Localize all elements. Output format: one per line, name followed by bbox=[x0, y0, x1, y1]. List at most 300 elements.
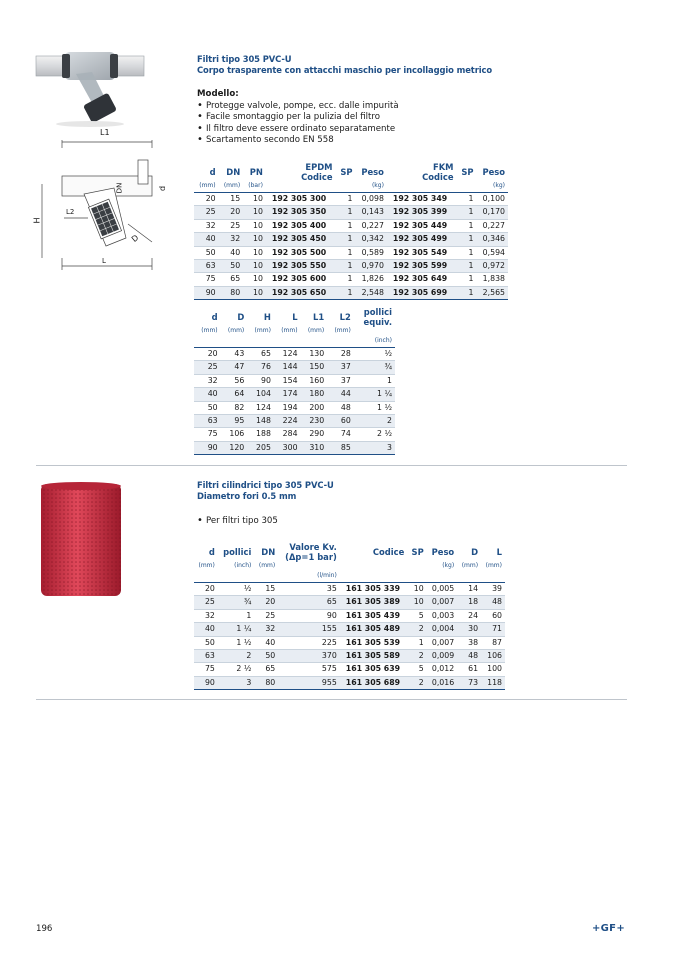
table-cell: ¾ bbox=[354, 361, 395, 374]
table-cell: 5 bbox=[407, 663, 426, 676]
col-header-kv-line2: (Δp=1 bar) bbox=[285, 552, 337, 562]
table-cell: 1 bbox=[336, 219, 356, 232]
unit-cell: (mm) bbox=[201, 327, 218, 334]
table-cell: 192 305 449 bbox=[387, 219, 457, 232]
unit-cell bbox=[340, 572, 408, 583]
unit-cell bbox=[194, 337, 221, 348]
table-cell: 1 ½ bbox=[218, 636, 255, 649]
table-cell: 120 bbox=[221, 441, 248, 454]
table-cell: 1 bbox=[336, 273, 356, 286]
unit-cell: (mm) bbox=[227, 327, 245, 334]
table-cell: 60 bbox=[327, 415, 354, 428]
table-cell: 40 bbox=[194, 233, 219, 246]
table-cell: 37 bbox=[327, 374, 354, 387]
unit-cell: (mm) bbox=[334, 327, 351, 334]
dim-label-d: d bbox=[158, 185, 168, 192]
table-cell: 192 305 349 bbox=[387, 193, 457, 206]
table-cell: 90 bbox=[194, 286, 219, 299]
unit-cell bbox=[254, 572, 278, 583]
col-header-epdm-line1: EPDM bbox=[305, 162, 333, 172]
table-cell: 192 305 650 bbox=[266, 286, 336, 299]
unit-cell bbox=[274, 337, 301, 348]
unit-cell bbox=[247, 337, 274, 348]
table-cell: 38 bbox=[457, 636, 481, 649]
unit-cell bbox=[427, 572, 457, 583]
table-cell: 25 bbox=[194, 361, 221, 374]
section1-title bbox=[197, 54, 492, 76]
table-cell: 25 bbox=[194, 596, 218, 609]
unit-cell bbox=[407, 562, 426, 572]
table-cell: 32 bbox=[219, 233, 244, 246]
unit-cell: (mm) bbox=[219, 182, 244, 193]
table-cell: 161 305 689 bbox=[340, 676, 408, 689]
table-cell: 205 bbox=[247, 441, 274, 454]
table-cell: ½ bbox=[354, 348, 395, 361]
table-cell: 1 bbox=[354, 374, 395, 387]
col-header-l2: L2 bbox=[339, 312, 351, 322]
col-header-fkm bbox=[387, 162, 457, 182]
col-header-fkm-line1: FKM bbox=[432, 162, 454, 172]
col-header-pollici-line1: pollici bbox=[363, 307, 392, 317]
unit-cell bbox=[278, 562, 340, 572]
table-cell: 2 bbox=[407, 623, 426, 636]
table-cell: 124 bbox=[274, 348, 301, 361]
unit-cell bbox=[218, 572, 255, 583]
table-cell: 2 bbox=[407, 676, 426, 689]
table-cell: 32 bbox=[194, 374, 221, 387]
bullet-item: • Facile smontaggio per la pulizia del filtro bbox=[197, 112, 399, 123]
table-row bbox=[194, 374, 395, 387]
unit-cell bbox=[221, 337, 248, 348]
col-header-l: L bbox=[292, 312, 298, 322]
valve-codes-table bbox=[194, 162, 508, 300]
dim-label-D: D bbox=[129, 233, 141, 244]
unit-cell: (mm) bbox=[307, 327, 325, 334]
dim-label-h: H bbox=[32, 217, 42, 224]
table-cell: 40 bbox=[254, 636, 278, 649]
table-cell: 192 305 300 bbox=[266, 193, 336, 206]
table-cell: 192 305 450 bbox=[266, 233, 336, 246]
unit-cell bbox=[457, 572, 481, 583]
model-label: Modello: bbox=[197, 89, 239, 99]
unit-cell bbox=[354, 327, 395, 337]
table-cell: 14 bbox=[457, 583, 481, 596]
table-row bbox=[194, 441, 395, 454]
table-cell: 1 bbox=[457, 286, 477, 299]
table-cell: 2 ½ bbox=[218, 663, 255, 676]
table-cell: 10 bbox=[243, 206, 266, 219]
valve-photo bbox=[34, 46, 146, 128]
table-row bbox=[194, 428, 395, 441]
unit-cell bbox=[481, 572, 505, 583]
unit-cell: (kg) bbox=[442, 562, 455, 569]
col-header-peso: Peso bbox=[361, 167, 384, 177]
bullet-item: • Protegge valvole, pompe, ecc. dalle impurità bbox=[197, 101, 399, 112]
table-cell: 20 bbox=[194, 193, 219, 206]
table-cell: 75 bbox=[194, 428, 221, 441]
table-cell: 1 ¼ bbox=[354, 388, 395, 401]
col-header-h: H bbox=[263, 312, 271, 322]
table-cell: 100 bbox=[481, 663, 505, 676]
table-cell: 48 bbox=[327, 401, 354, 414]
valve-codes-table-body bbox=[194, 193, 508, 300]
table-cell: 76 bbox=[247, 361, 274, 374]
unit-cell: (kg) bbox=[356, 182, 387, 193]
table-cell: 1 bbox=[336, 286, 356, 299]
table-cell: 47 bbox=[221, 361, 248, 374]
table-cell: 192 305 550 bbox=[266, 260, 336, 273]
table-row bbox=[194, 609, 505, 622]
col-header-sp: SP bbox=[411, 547, 424, 557]
table-cell: 160 bbox=[301, 374, 328, 387]
table-cell: 40 bbox=[194, 388, 221, 401]
filter-cylinder-photo bbox=[38, 480, 124, 600]
table-cell: 0,170 bbox=[477, 206, 509, 219]
table-cell: 192 305 599 bbox=[387, 260, 457, 273]
table-row bbox=[194, 636, 505, 649]
bullet-item: • Il filtro deve essere ordinato separatamente bbox=[197, 124, 399, 135]
col-header-l: L bbox=[496, 547, 502, 557]
table-cell: 90 bbox=[194, 441, 221, 454]
unit-cell: (kg) bbox=[477, 182, 509, 193]
table-cell: 0,589 bbox=[356, 246, 387, 259]
gf-logo: +GF+ bbox=[592, 923, 625, 934]
table-row bbox=[194, 650, 505, 663]
table-cell: 82 bbox=[221, 401, 248, 414]
table-cell: 144 bbox=[274, 361, 301, 374]
table-cell: 161 305 439 bbox=[340, 609, 408, 622]
table-cell: 65 bbox=[219, 273, 244, 286]
table-cell: 63 bbox=[194, 650, 218, 663]
table-row bbox=[194, 388, 395, 401]
col-header-kv-line1: Valore Kv. bbox=[289, 542, 337, 552]
col-header-D: D bbox=[237, 312, 245, 322]
table-cell: 0,143 bbox=[356, 206, 387, 219]
section2-title-line2: Diametro fori 0.5 mm bbox=[197, 491, 297, 501]
table-cell: 1 ½ bbox=[354, 401, 395, 414]
table-cell: 3 bbox=[354, 441, 395, 454]
technical-drawing bbox=[32, 128, 168, 273]
col-header-l1: L1 bbox=[313, 312, 325, 322]
col-header-D: D bbox=[471, 547, 479, 557]
table-cell: 290 bbox=[301, 428, 328, 441]
unit-cell bbox=[340, 562, 408, 572]
unit-cell bbox=[327, 337, 354, 348]
table-cell: 28 bbox=[327, 348, 354, 361]
table-cell: 5 bbox=[407, 609, 426, 622]
table-cell: 104 bbox=[247, 388, 274, 401]
table-cell: 0,342 bbox=[356, 233, 387, 246]
section1-bullets bbox=[197, 101, 399, 147]
table-row bbox=[194, 246, 508, 259]
table-cell: 50 bbox=[194, 636, 218, 649]
col-header-sp2: SP bbox=[461, 167, 474, 177]
col-header-pn: PN bbox=[249, 167, 263, 177]
table-row bbox=[194, 273, 508, 286]
dim-label-dn: DN bbox=[115, 182, 124, 194]
table-cell: 10 bbox=[243, 246, 266, 259]
table-cell: 161 305 389 bbox=[340, 596, 408, 609]
table-cell: 2,565 bbox=[477, 286, 509, 299]
table-cell: 124 bbox=[247, 401, 274, 414]
table-cell: 230 bbox=[301, 415, 328, 428]
table-cell: 0,003 bbox=[427, 609, 457, 622]
unit-cell: (bar) bbox=[243, 182, 266, 193]
table-cell: 48 bbox=[457, 650, 481, 663]
table-cell: 161 305 539 bbox=[340, 636, 408, 649]
table-cell: 95 bbox=[221, 415, 248, 428]
unit-cell bbox=[387, 182, 457, 193]
table-cell: 1 bbox=[218, 609, 255, 622]
table-cell: 310 bbox=[301, 441, 328, 454]
table-cell: 10 bbox=[243, 286, 266, 299]
filter-cylinder-table bbox=[194, 542, 505, 690]
unit-cell bbox=[266, 182, 336, 193]
table-cell: 44 bbox=[327, 388, 354, 401]
unit-cell: (inch) bbox=[234, 562, 252, 569]
unit-cell: (mm) bbox=[281, 327, 298, 334]
table-cell: 192 305 500 bbox=[266, 246, 336, 259]
table-cell: 188 bbox=[247, 428, 274, 441]
table-cell: 150 bbox=[301, 361, 328, 374]
section1-title-line1: Filtri tipo 305 PVC-U bbox=[197, 54, 292, 64]
table-cell: 1 bbox=[457, 233, 477, 246]
table-cell: 25 bbox=[194, 206, 219, 219]
unit-cell: (mm) bbox=[194, 182, 219, 193]
table-cell: 15 bbox=[219, 193, 244, 206]
unit-cell: (mm) bbox=[461, 562, 479, 569]
table-cell: 192 305 699 bbox=[387, 286, 457, 299]
table-cell: 284 bbox=[274, 428, 301, 441]
table-cell: 575 bbox=[278, 663, 340, 676]
dim-label-l: L bbox=[102, 257, 106, 265]
table-cell: 0,346 bbox=[477, 233, 509, 246]
section2-title bbox=[197, 480, 334, 502]
table-cell: 0,972 bbox=[477, 260, 509, 273]
unit-cell: (mm) bbox=[258, 562, 276, 569]
table-cell: 194 bbox=[274, 401, 301, 414]
table-row bbox=[194, 206, 508, 219]
table-cell: 63 bbox=[194, 415, 221, 428]
table-cell: 40 bbox=[194, 623, 218, 636]
table-cell: 60 bbox=[481, 609, 505, 622]
table-cell: 1 bbox=[457, 260, 477, 273]
table-row bbox=[194, 219, 508, 232]
table-cell: 106 bbox=[481, 650, 505, 663]
table-cell: 10 bbox=[243, 219, 266, 232]
table-cell: 85 bbox=[327, 441, 354, 454]
table-cell: 64 bbox=[221, 388, 248, 401]
table-cell: 20 bbox=[219, 206, 244, 219]
table-cell: 192 305 399 bbox=[387, 206, 457, 219]
table-cell: 75 bbox=[194, 273, 219, 286]
table-cell: 24 bbox=[457, 609, 481, 622]
table-cell: 0,004 bbox=[427, 623, 457, 636]
table-cell: 1 bbox=[336, 246, 356, 259]
table-cell: 154 bbox=[274, 374, 301, 387]
unit-cell bbox=[407, 572, 426, 583]
table-cell: 2 ½ bbox=[354, 428, 395, 441]
table-cell: 10 bbox=[243, 273, 266, 286]
table-cell: 43 bbox=[221, 348, 248, 361]
table-cell: 1 bbox=[407, 636, 426, 649]
table-cell: 90 bbox=[247, 374, 274, 387]
table-cell: 955 bbox=[278, 676, 340, 689]
col-header-peso: Peso bbox=[431, 547, 455, 557]
table-cell: 1 ¼ bbox=[218, 623, 255, 636]
table-cell: 0,100 bbox=[477, 193, 509, 206]
table-cell: 225 bbox=[278, 636, 340, 649]
table-cell: 63 bbox=[194, 260, 219, 273]
table-cell: 106 bbox=[221, 428, 248, 441]
table-row bbox=[194, 415, 395, 428]
table-cell: 90 bbox=[194, 676, 218, 689]
table-cell: 50 bbox=[194, 401, 221, 414]
table-cell: 10 bbox=[243, 233, 266, 246]
col-header-kv bbox=[278, 542, 340, 562]
section-divider bbox=[36, 465, 627, 466]
table-cell: 80 bbox=[219, 286, 244, 299]
table-cell: 1 bbox=[457, 193, 477, 206]
table-cell: 37 bbox=[327, 361, 354, 374]
table-row bbox=[194, 361, 395, 374]
table-cell: 15 bbox=[254, 583, 278, 596]
table-row bbox=[194, 596, 505, 609]
col-header-pollici bbox=[354, 307, 395, 327]
table-cell: 2 bbox=[218, 650, 255, 663]
table-cell: ½ bbox=[218, 583, 255, 596]
table-cell: 10 bbox=[407, 596, 426, 609]
table-cell: 0,098 bbox=[356, 193, 387, 206]
col-header-codice: Codice bbox=[372, 547, 405, 557]
table-cell: 200 bbox=[301, 401, 328, 414]
table-cell: 155 bbox=[278, 623, 340, 636]
col-header-dn: DN bbox=[261, 547, 276, 557]
table-cell: 1 bbox=[457, 246, 477, 259]
col-header-sp: SP bbox=[340, 167, 353, 177]
table-row bbox=[194, 348, 395, 361]
table-cell: 148 bbox=[247, 415, 274, 428]
section2-title-line1: Filtri cilindrici tipo 305 PVC-U bbox=[197, 480, 334, 490]
table-cell: 161 305 339 bbox=[340, 583, 408, 596]
table-cell: 370 bbox=[278, 650, 340, 663]
table-cell: 192 305 649 bbox=[387, 273, 457, 286]
table-cell: 192 305 549 bbox=[387, 246, 457, 259]
col-header-epdm-line2: Codice bbox=[301, 172, 333, 182]
col-header-epdm bbox=[266, 162, 336, 182]
table-row bbox=[194, 676, 505, 689]
table-row bbox=[194, 286, 508, 299]
col-header-dn: DN bbox=[226, 167, 241, 177]
table-cell: 1 bbox=[336, 260, 356, 273]
table-cell: 18 bbox=[457, 596, 481, 609]
table-cell: 74 bbox=[327, 428, 354, 441]
table-cell: 0,970 bbox=[356, 260, 387, 273]
unit-cell: (inch) bbox=[354, 337, 395, 348]
bullet-item: • Scartamento secondo EN 558 bbox=[197, 135, 399, 146]
table-cell: 65 bbox=[247, 348, 274, 361]
table-cell: 0,594 bbox=[477, 246, 509, 259]
table-cell: 48 bbox=[481, 596, 505, 609]
unit-cell: (mm) bbox=[485, 562, 502, 569]
table-cell: 224 bbox=[274, 415, 301, 428]
col-header-fkm-line2: Codice bbox=[422, 172, 454, 182]
unit-cell: (mm) bbox=[254, 327, 271, 334]
table-row bbox=[194, 401, 395, 414]
table-cell: 0,007 bbox=[427, 636, 457, 649]
table-cell: 1 bbox=[457, 219, 477, 232]
table-cell: 2,548 bbox=[356, 286, 387, 299]
table-cell: 0,009 bbox=[427, 650, 457, 663]
table-cell: 61 bbox=[457, 663, 481, 676]
table-row bbox=[194, 663, 505, 676]
table-cell: 35 bbox=[278, 583, 340, 596]
table-cell: 1 bbox=[336, 233, 356, 246]
table-cell: 10 bbox=[243, 260, 266, 273]
table-cell: 1,838 bbox=[477, 273, 509, 286]
unit-cell bbox=[301, 337, 328, 348]
table-cell: 50 bbox=[219, 260, 244, 273]
table-cell: 32 bbox=[254, 623, 278, 636]
unit-cell: (l/min) bbox=[278, 572, 340, 583]
table-cell: 192 305 499 bbox=[387, 233, 457, 246]
page-number: 196 bbox=[36, 924, 53, 934]
table-cell: 65 bbox=[278, 596, 340, 609]
unit-cell bbox=[457, 182, 477, 193]
table-cell: 2 bbox=[354, 415, 395, 428]
table-cell: 20 bbox=[194, 583, 218, 596]
col-header-d: d bbox=[208, 547, 215, 557]
table-cell: 40 bbox=[219, 246, 244, 259]
table-cell: 192 305 400 bbox=[266, 219, 336, 232]
table-cell: 3 bbox=[218, 676, 255, 689]
table-row bbox=[194, 260, 508, 273]
table-cell: ¾ bbox=[218, 596, 255, 609]
unit-cell bbox=[194, 572, 218, 583]
col-header-peso2: Peso bbox=[482, 167, 505, 177]
table-cell: 25 bbox=[254, 609, 278, 622]
table-cell: 161 305 589 bbox=[340, 650, 408, 663]
table-cell: 1 bbox=[457, 206, 477, 219]
table-cell: 1 bbox=[457, 273, 477, 286]
table-cell: 192 305 350 bbox=[266, 206, 336, 219]
table-cell: 25 bbox=[219, 219, 244, 232]
table-cell: 161 305 639 bbox=[340, 663, 408, 676]
table-cell: 118 bbox=[481, 676, 505, 689]
dimensions-table bbox=[194, 307, 395, 455]
table-cell: 32 bbox=[194, 219, 219, 232]
table-cell: 50 bbox=[194, 246, 219, 259]
section1-title-line2: Corpo trasparente con attacchi maschio per incollaggio metrico bbox=[197, 65, 493, 75]
table-cell: 0,227 bbox=[477, 219, 509, 232]
table-row bbox=[194, 583, 505, 596]
col-header-pollici: pollici bbox=[223, 547, 252, 557]
table-cell: 39 bbox=[481, 583, 505, 596]
filter-cylinder-table-body bbox=[194, 583, 505, 690]
table-cell: 300 bbox=[274, 441, 301, 454]
table-cell: 71 bbox=[481, 623, 505, 636]
table-cell: 10 bbox=[407, 583, 426, 596]
table-cell: 0,007 bbox=[427, 596, 457, 609]
table-cell: 192 305 600 bbox=[266, 273, 336, 286]
col-header-pollici-line2: equiv. bbox=[363, 317, 392, 327]
table-cell: 32 bbox=[194, 609, 218, 622]
table-cell: 73 bbox=[457, 676, 481, 689]
section2-bullets bbox=[197, 516, 278, 527]
table-cell: 65 bbox=[254, 663, 278, 676]
table-cell: 90 bbox=[278, 609, 340, 622]
col-header-d: d bbox=[211, 312, 218, 322]
